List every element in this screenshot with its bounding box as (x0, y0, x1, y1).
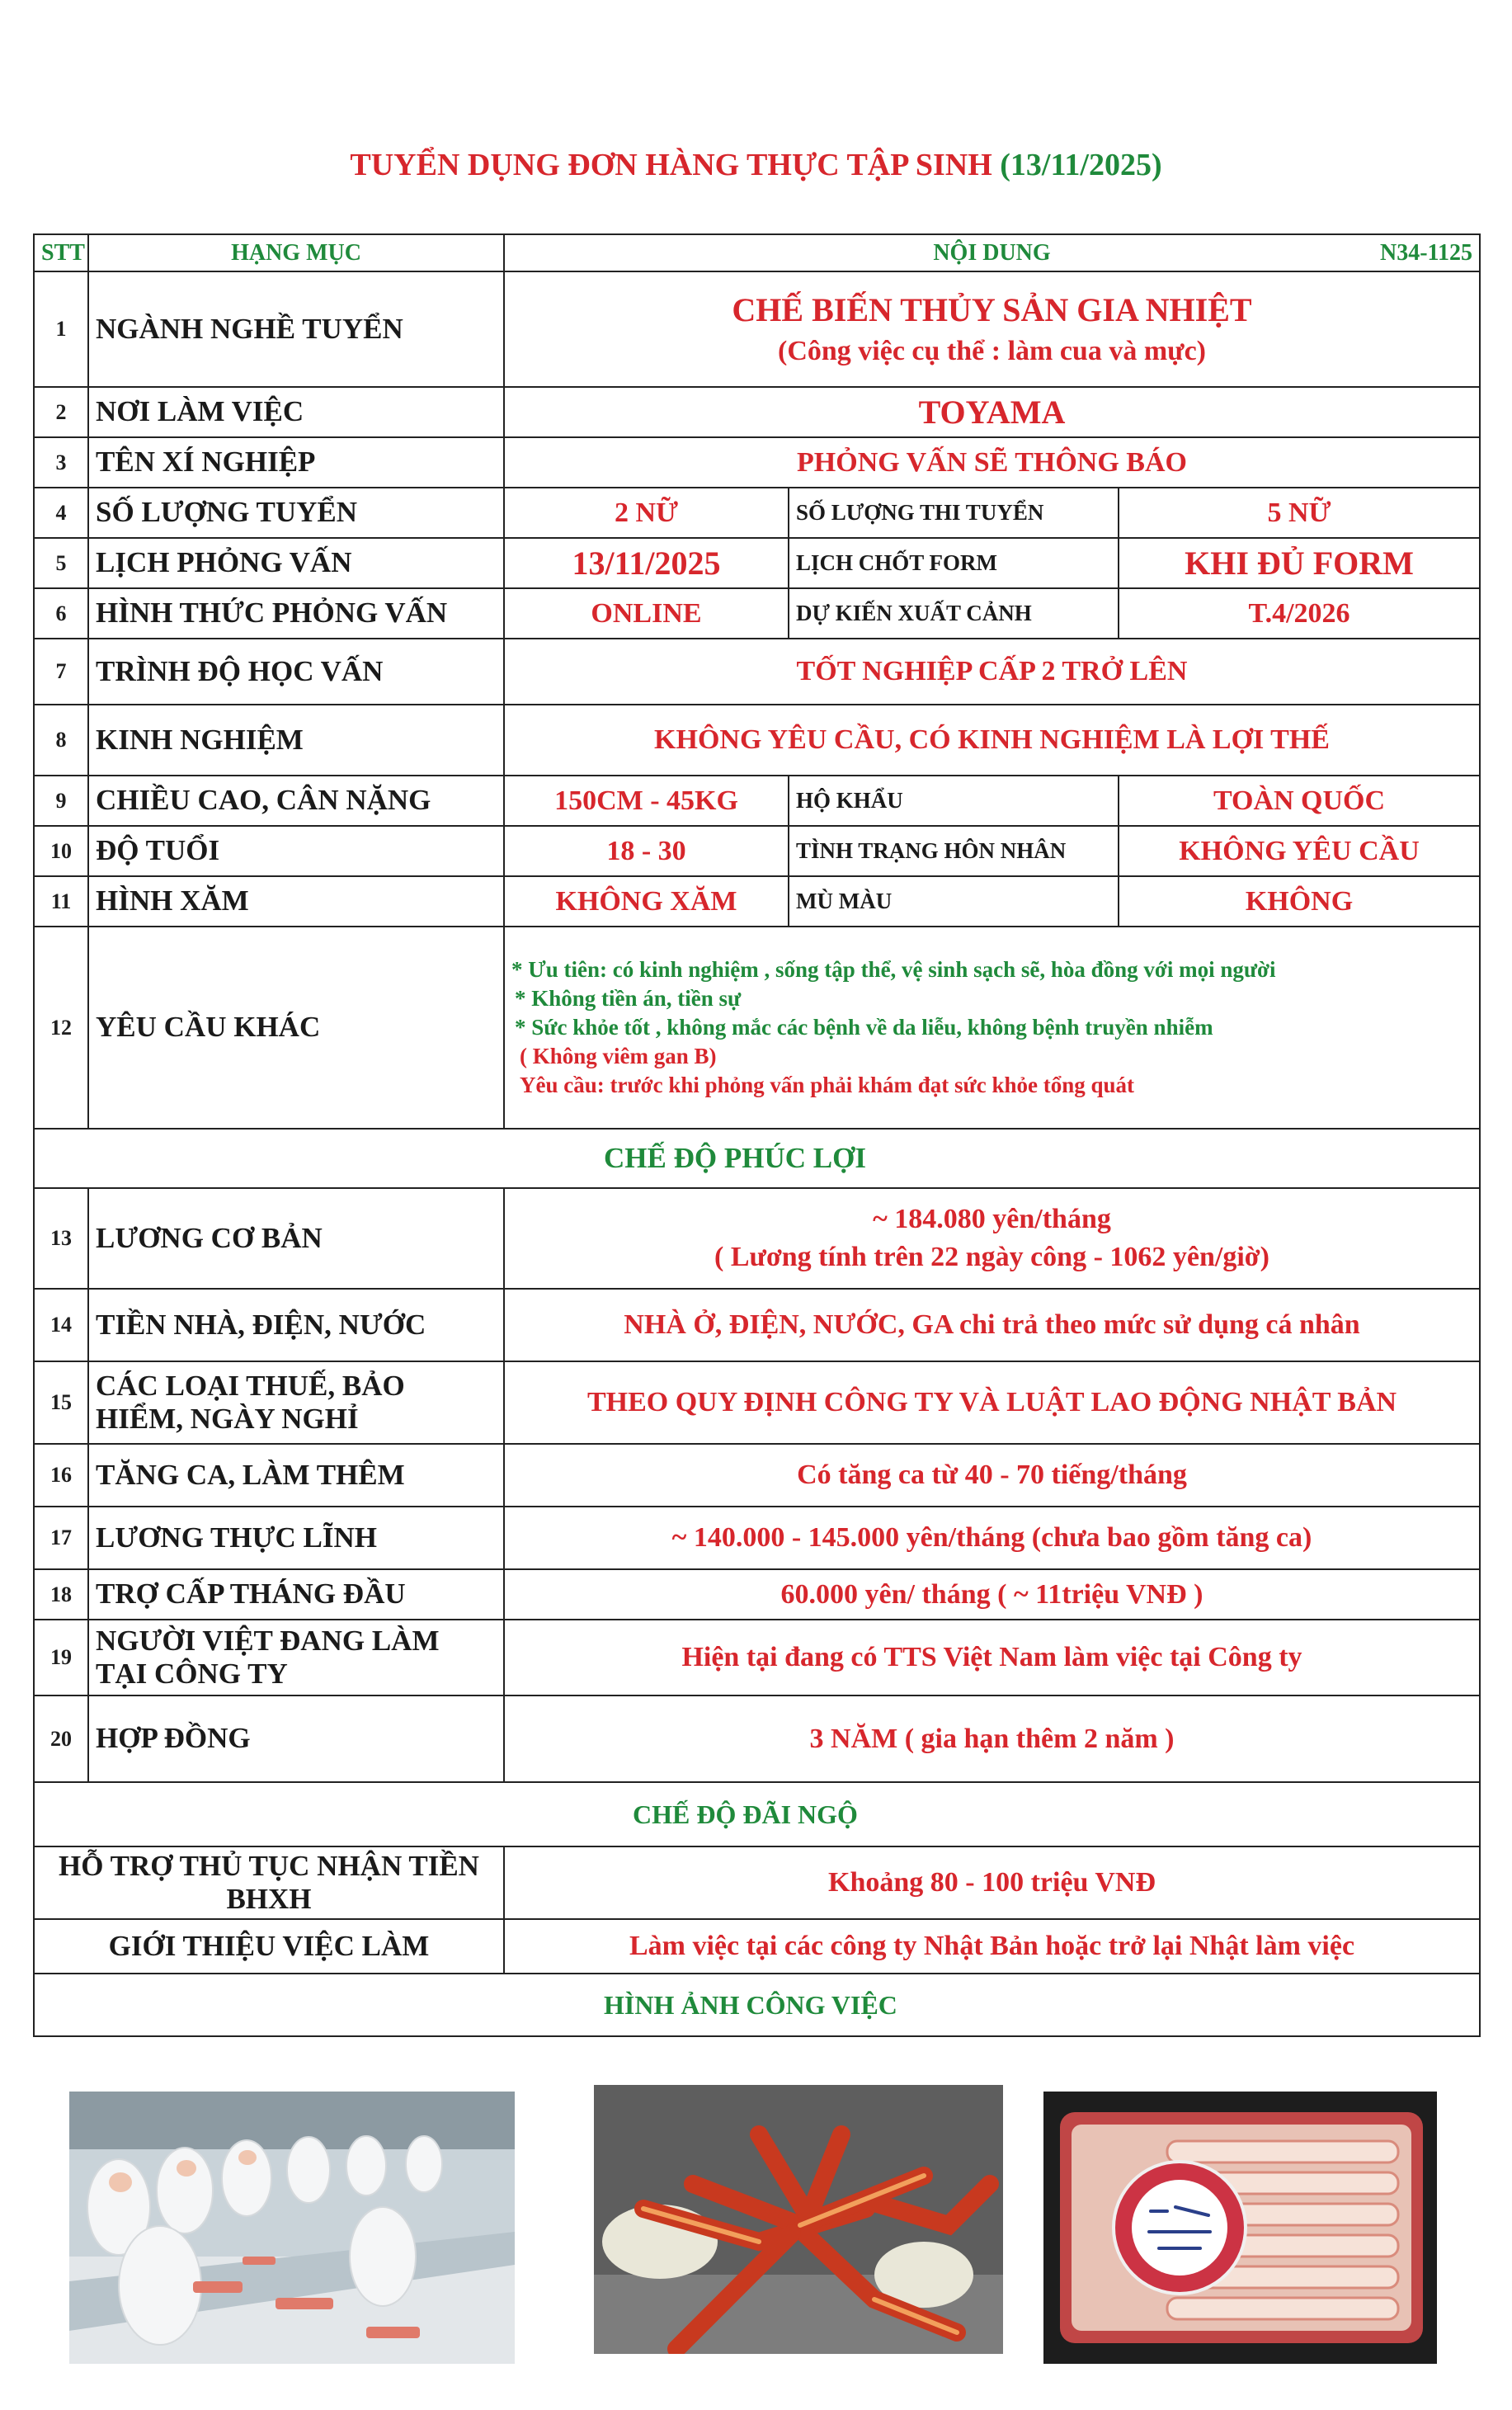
table-header-row (34, 234, 1480, 271)
table-row: 3 TÊN XÍ NGHIỆP PHỎNG VẤN SẼ THÔNG BÁO (34, 437, 1480, 488)
table-row: 18 TRỢ CẤP THÁNG ĐẦU 60.000 yên/ tháng ( ~ 11triệu VNĐ ) (34, 1569, 1480, 1620)
table-row: 4 SỐ LƯỢNG TUYỂN 2 NỮ SỐ LƯỢNG THI TUYỂN 5 NỮ (34, 488, 1480, 538)
table-row: 17 LƯƠNG THỰC LĨNH ~ 140.000 - 145.000 yên/tháng (chưa bao gồm tăng ca) (34, 1507, 1480, 1569)
table-row: 7 TRÌNH ĐỘ HỌC VẤN TỐT NGHIỆP CẤP 2 TRỞ LÊN (34, 639, 1480, 705)
table-row: 11 HÌNH XĂM KHÔNG XĂM MÙ MÀU KHÔNG (34, 876, 1480, 927)
header-content: N34-1125 NỘI DUNG (504, 234, 1480, 271)
table-row: 20 HỢP ĐỒNG 3 NĂM ( gia hạn thêm 2 năm ) (34, 1695, 1480, 1782)
table-row: 6 HÌNH THỨC PHỎNG VẤN ONLINE DỰ KIẾN XUẤT CẢNH T.4/2026 (34, 588, 1480, 639)
table-row: 9 CHIỀU CAO, CÂN NẶNG 150CM - 45KG HỘ KHẨU TOÀN QUỐC (34, 776, 1480, 826)
table-row: 19 NGƯỜI VIỆT ĐANG LÀM TẠI CÔNG TY Hiện tại đang có TTS Việt Nam làm việc tại Công ty (34, 1620, 1480, 1695)
table-row: 12 YÊU CẦU KHÁC * Ưu tiên: có kinh nghiệm , sống tập thể, vệ sinh sạch sẽ, hòa đồng với mọi người * Không tiền án, tiền sự * Sức khỏe tốt , không mắc các bệnh về da liễu, không bệnh truyền nhiễm ( Không viêm gan B) Yêu cầu: trước khi phỏng vấn phải khám đạt sức khỏe tổng quát (34, 927, 1480, 1129)
section-benefits-row: CHẾ ĐỘ ĐÃI NGỘ (34, 1782, 1480, 1846)
table-row: 15 CÁC LOẠI THUẾ, BẢO HIỂM, NGÀY NGHỈ THEO QUY ĐỊNH CÔNG TY VÀ LUẬT LAO ĐỘNG NHẬT BẢN (34, 1361, 1480, 1444)
other-requirements: * Ưu tiên: có kinh nghiệm , sống tập thể, vệ sinh sạch sẽ, hòa đồng với mọi người * Không tiền án, tiền sự * Sức khỏe tốt , không mắc các bệnh về da liễu, không bệnh truyền nhiễm ( Không viêm gan B) Yêu cầu: trước khi phỏng vấn phải khám đạt sức khỏe tổng quát (504, 927, 1480, 1129)
section-welfare-row: CHẾ ĐỘ PHÚC LỢI (34, 1129, 1480, 1188)
table-row: 5 LỊCH PHỎNG VẤN 13/11/2025 LỊCH CHỐT FORM KHI ĐỦ FORM (34, 538, 1480, 588)
table-row: HỖ TRỢ THỦ TỤC NHẬN TIỀN BHXH Khoảng 80 - 100 triệu VNĐ (34, 1846, 1480, 1919)
header-stt: STT (34, 234, 88, 271)
table-row: 14 TIỀN NHÀ, ĐIỆN, NƯỚC NHÀ Ở, ĐIỆN, NƯỚC, GA chi trả theo mức sử dụng cá nhân (34, 1289, 1480, 1361)
table-row: 8 KINH NGHIỆM KHÔNG YÊU CẦU, CÓ KINH NGHIỆM LÀ LỢI THẾ (34, 705, 1480, 776)
section-photos-row: HÌNH ẢNH CÔNG VIỆC (34, 1974, 1480, 2036)
table-row: 13 LƯƠNG CƠ BẢN ~ 184.080 yên/tháng ( Lương tính trên 22 ngày công - 1062 yên/giờ) (34, 1188, 1480, 1289)
packaged-crab-photo (1043, 2092, 1437, 2364)
header-category: HẠNG MỤC (88, 234, 504, 271)
order-code: N34-1125 (1380, 239, 1473, 266)
job-info-table (33, 233, 1481, 2037)
table-row: 2 NƠI LÀM VIỆC TOYAMA (34, 387, 1480, 437)
king-crab-legs-photo (594, 2085, 1003, 2354)
factory-workers-photo (69, 2092, 515, 2364)
table-row: 10 ĐỘ TUỔI 18 - 30 TÌNH TRẠNG HÔN NHÂN KHÔNG YÊU CẦU (34, 826, 1480, 876)
table-row: GIỚI THIỆU VIỆC LÀM Làm việc tại các công ty Nhật Bản hoặc trở lại Nhật làm việc (34, 1919, 1480, 1974)
table-row: 1 NGÀNH NGHỀ TUYỂN CHẾ BIẾN THỦY SẢN GIA NHIỆT (Công việc cụ thể : làm cua và mực) (34, 271, 1480, 387)
table-row: 16 TĂNG CA, LÀM THÊM Có tăng ca từ 40 - 70 tiếng/tháng (34, 1444, 1480, 1507)
page-title: TUYỂN DỤNG ĐƠN HÀNG THỰC TẬP SINH (13/11/2025) (350, 148, 1162, 182)
